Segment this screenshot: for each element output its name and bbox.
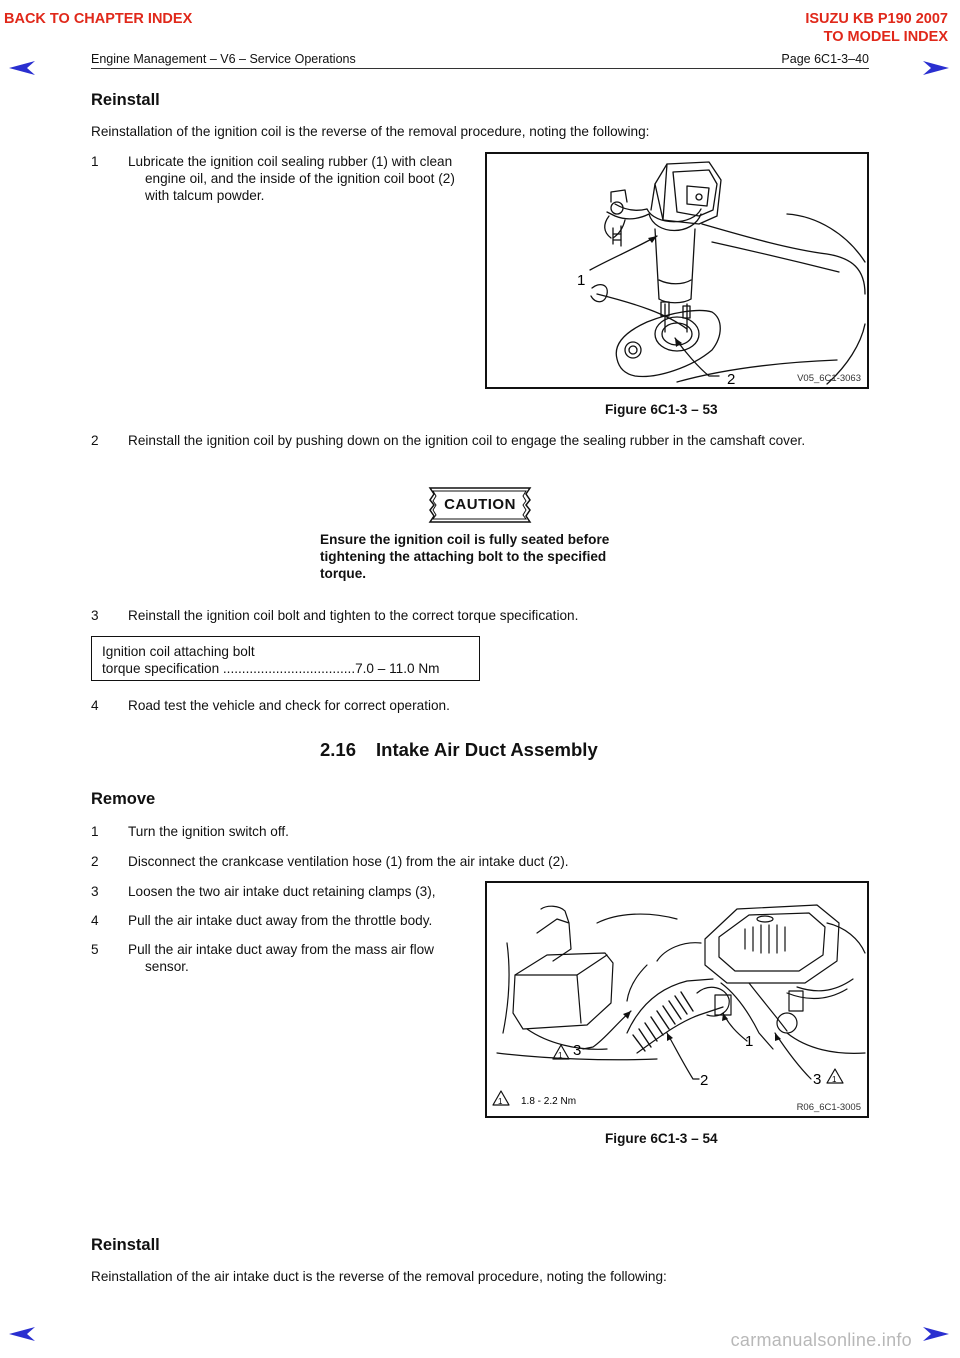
step-number: 3	[91, 608, 99, 623]
step-text: Turn the ignition switch off.	[128, 824, 289, 839]
torque-spec-box	[91, 636, 480, 681]
ignition-coil-illustration	[487, 154, 867, 387]
step-number: 1	[91, 824, 99, 839]
step-number: 1	[91, 154, 99, 169]
figure-caption: Figure 6C1-3 – 53	[605, 402, 718, 417]
figure-callout: 3	[813, 1071, 822, 1088]
caution-line: torque.	[320, 566, 367, 581]
figure-caption: Figure 6C1-3 – 54	[605, 1131, 718, 1146]
site-watermark: carmanualsonline.info	[730, 1330, 912, 1350]
figure-id: V05_6C1-3063	[797, 373, 861, 384]
section-number: 2.16	[320, 739, 357, 760]
step-number: 4	[91, 913, 99, 928]
figure-callout: 1	[745, 1033, 754, 1050]
reinstall-duct-heading: Reinstall	[91, 1236, 160, 1254]
spec-line: Ignition coil attaching bolt	[102, 644, 255, 659]
reinstall-coil-intro: Reinstallation of the ignition coil is the reverse of the removal procedure, noting the following:	[91, 124, 650, 139]
header-title: Engine Management – V6 – Service Operations	[91, 52, 356, 66]
header-rule	[91, 68, 869, 69]
intake-duct-illustration	[487, 883, 867, 1116]
section-title: Intake Air Duct Assembly	[376, 739, 598, 760]
figure-callout: 3	[573, 1042, 582, 1059]
step-text: Loosen the two air intake duct retaining clamps (3),	[128, 884, 436, 899]
prev-page-arrow-icon[interactable]	[8, 60, 36, 76]
torque-note: 1.8 - 2.2 Nm	[521, 1096, 577, 1107]
step-text-line: Lubricate the ignition coil sealing rubber (1) with clean	[128, 154, 453, 169]
caution-line: tightening the attaching bolt to the specified	[320, 549, 607, 564]
step-text-line: engine oil, and the inside of the ignition coil boot (2)	[145, 171, 455, 186]
caution-line: Ensure the ignition coil is fully seated before	[320, 532, 610, 547]
reinstall-coil-heading: Reinstall	[91, 91, 160, 109]
next-arrow-icon-bottom[interactable]	[922, 1326, 950, 1342]
remove-heading: Remove	[91, 790, 156, 808]
spec-line: torque specification ...................................7.0 – 11.0 Nm	[102, 661, 440, 676]
step-number: 2	[91, 433, 99, 448]
prev-arrow-icon-bottom[interactable]	[8, 1326, 36, 1342]
step-text: Disconnect the crankcase ventilation hose (1) from the air intake duct (2).	[128, 854, 569, 869]
reinstall-duct-intro: Reinstallation of the air intake duct is the reverse of the removal procedure, noting the following:	[91, 1269, 667, 1284]
step-text: Pull the air intake duct away from the throttle body.	[128, 913, 433, 928]
step-text: Reinstall the ignition coil by pushing down on the ignition coil to engage the sealing rubber in the camshaft cover.	[128, 433, 806, 448]
intake-duct-figure	[485, 881, 869, 1118]
model-index-link[interactable]: TO MODEL INDEX	[823, 29, 948, 45]
step-number: 2	[91, 854, 99, 869]
figure-callout: 2	[727, 371, 736, 387]
step-number: 3	[91, 884, 99, 899]
caution-label: CAUTION	[444, 496, 516, 513]
note-marker: 1	[558, 1051, 563, 1060]
header-page-number: Page 6C1-3–40	[781, 52, 869, 66]
back-to-chapter-index-link[interactable]: BACK TO CHAPTER INDEX	[4, 11, 193, 27]
step-text: Reinstall the ignition coil bolt and tighten to the correct torque specification.	[128, 608, 579, 623]
step-number: 4	[91, 698, 99, 713]
model-title-link[interactable]: ISUZU KB P190 2007	[805, 11, 948, 27]
ignition-coil-figure	[485, 152, 869, 389]
figure-callout: 1	[577, 272, 586, 289]
note-marker: 1	[498, 1097, 503, 1106]
step-number: 5	[91, 942, 99, 957]
step-text-line: Pull the air intake duct away from the mass air flow	[128, 942, 434, 957]
step-text-line: with talcum powder.	[145, 188, 265, 203]
next-page-arrow-icon[interactable]	[922, 60, 950, 76]
step-text-line: sensor.	[145, 959, 189, 974]
figure-id: R06_6C1-3005	[796, 1102, 861, 1113]
step-text: Road test the vehicle and check for correct operation.	[128, 698, 450, 713]
note-marker: 1	[832, 1075, 837, 1084]
figure-callout: 2	[700, 1072, 709, 1089]
